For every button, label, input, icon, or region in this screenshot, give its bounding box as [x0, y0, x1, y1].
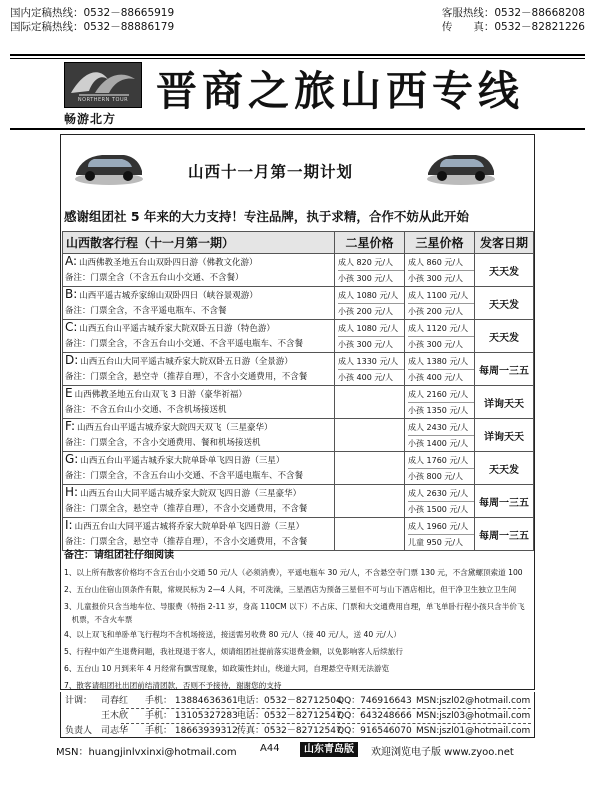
contact-mobile: 手机： 13884636361: [145, 696, 238, 706]
route-letter: B:: [65, 287, 78, 301]
route-title: 山西五台山大同平遥古城乔家大院双飞四日游（三星豪华）: [80, 489, 302, 499]
route-title: 山西五台山平遥古城乔家大院四天双飞（三星豪华）: [77, 423, 273, 433]
contact-row: [61, 709, 534, 723]
two-star-price: [335, 287, 405, 320]
note-item: 3、儿童报价只含当地车位、导服费（特指 2-11 岁，身高 110CM 以下）不占床、门票和大交通费用自理，单飞单卧行程小孩只含半价飞: [64, 602, 525, 612]
route-row: [63, 419, 534, 452]
brand-logo: [64, 62, 142, 108]
contact-msn[interactable]: MSN:jszl01@hotmail.com: [416, 726, 531, 736]
route-letter: D:: [65, 353, 79, 367]
three-star-child: 小孩 800 元/人: [408, 471, 464, 481]
three-star-price: [405, 386, 475, 419]
route-title: 山西佛教圣地五台山双飞 3 日游（豪华祈福）: [74, 390, 247, 400]
brand-name: 畅游北方: [64, 112, 117, 126]
note-item: 5、行程中如产生退费问题，我社现退于客人，烦请组团社提前落实退费金额，以免影响客人后续旅行: [64, 646, 403, 656]
two-star-price: [335, 419, 405, 452]
route-description: [63, 452, 335, 485]
three-star-price: [405, 419, 475, 452]
header-rule: [10, 54, 585, 56]
route-note: 备注：门票全含，悬空寺（推荐自理），不含小交通费用，不含餐: [65, 372, 308, 382]
two-star-price: [335, 452, 405, 485]
route-name: [65, 254, 334, 271]
depart-date: 详询天天: [475, 419, 534, 452]
note-item: 4、以上双飞和单卧单飞行程均不含机场接送，接送需另收费 80 元/人（接 40 元/人，送 40 元/人）: [64, 629, 401, 639]
three-star-child: 儿童 950 元/人: [408, 537, 464, 547]
notes-heading: 备注：请组团社仔细阅读: [64, 550, 174, 561]
route-description: [63, 485, 335, 518]
three-star-child: 小孩 300 元/人: [408, 339, 464, 349]
route-row: [63, 386, 534, 419]
depart-date: 天天发: [475, 287, 534, 320]
note-item: 1、以上所有散客价格均不含五台山小交通 50 元/人（必须消费），平遥电瓶车 30 元/人，不含悬空寺门票 130 元，不含黛螺顶索道 100: [64, 568, 523, 577]
tour-car-icon-right: [424, 143, 498, 187]
route-title: 山西五台山大同平遥古城将乔家大院单卧单飞四日游（三星）: [74, 522, 305, 532]
route-letter: E: [65, 386, 73, 400]
route-row: [63, 485, 534, 518]
domestic-hotline: 国内定稿热线：0532－88665919: [10, 7, 175, 19]
route-letter: I:: [65, 518, 73, 532]
contact-name: 司春红: [101, 696, 129, 706]
route-note: 备注：门票全含，不含小交通费用、餐和机场接送机: [65, 438, 261, 448]
footer-welcome[interactable]: 欢迎浏览电子版 www.zyoo.net: [371, 747, 514, 758]
route-note: 备注：门票全含（不含五台山小交通、不含餐）: [65, 273, 244, 283]
route-letter: F:: [65, 419, 76, 433]
contact-name: 司志华: [101, 726, 129, 736]
contact-mobile: 手机： 13105327283: [145, 711, 238, 721]
table-header-row: [63, 232, 534, 254]
route-note: 备注：门票全含，悬空寺（推荐自理），不含小交通费用，不含餐: [65, 537, 308, 547]
route-letter: G:: [65, 452, 79, 466]
page-title: 晋商之旅山西专线: [156, 67, 524, 115]
three-star-adult: 成人 2160 元/人: [408, 387, 474, 403]
route-description: [63, 353, 335, 386]
two-star-price: [335, 386, 405, 419]
contact-msn[interactable]: MSN:jszl03@hotmail.com: [416, 711, 531, 721]
depart-date: 天天发: [475, 320, 534, 353]
three-star-price: [405, 287, 475, 320]
route-row: [63, 518, 534, 551]
footer-msn[interactable]: MSN：huangjinlvxinxi@hotmail.com: [56, 747, 237, 758]
two-star-price: [335, 320, 405, 353]
route-title: 山西五台山大同平遥古城乔家大院双卧五日游（全景游）: [80, 357, 293, 367]
depart-date: 天天发: [475, 452, 534, 485]
plan-title: 山西十一月第一期计划: [188, 163, 354, 181]
three-star-adult: 成人 2430 元/人: [408, 420, 474, 436]
three-star-price: [405, 518, 475, 551]
contact-qq: QQ：746916643: [337, 696, 412, 706]
route-title: 山西平遥古城乔家绵山双卧四日（峡谷景观游）: [79, 291, 258, 301]
contact-role: 负责人: [65, 726, 93, 736]
three-star-adult: 成人 1760 元/人: [408, 453, 474, 469]
route-letter: H:: [65, 485, 79, 499]
contact-phone: 电话：0532－82712504: [237, 696, 342, 706]
three-star-adult: 成人 1960 元/人: [408, 519, 474, 535]
route-title: 山西五台山平遥古城乔家大院双卧五日游（特色游）: [79, 324, 275, 334]
two-star-adult: 成人 1080 元/人: [338, 321, 404, 337]
three-star-adult: 成人 860 元/人: [408, 255, 474, 271]
route-title: 山西五台山平遥古城乔家大院单卧单飞四日游（三星）: [80, 456, 285, 466]
route-name: [65, 518, 334, 535]
route-name: [65, 419, 334, 436]
route-name: [65, 452, 334, 469]
route-row: [63, 353, 534, 386]
contact-phone: 电话：0532－82712547: [237, 711, 342, 721]
two-star-price: [335, 485, 405, 518]
three-star-price: [405, 485, 475, 518]
two-star-price: [335, 353, 405, 386]
route-name: [65, 485, 334, 502]
note-item: 机票，不含火车票: [64, 614, 133, 624]
route-note: 备注：门票全含，不含平遥电瓶车、不含餐: [65, 306, 227, 316]
route-letter: C:: [65, 320, 78, 334]
contact-block: [60, 692, 535, 738]
two-star-adult: 成人 1080 元/人: [338, 288, 404, 304]
contact-name: 王木欣: [101, 711, 129, 721]
three-star-adult: 成人 1120 元/人: [408, 321, 474, 337]
fax-number: 传 真：0532－82821226: [441, 21, 585, 33]
logo-text: NORTHERN TOUR: [77, 97, 129, 103]
two-star-child: 小孩 300 元/人: [338, 273, 394, 283]
contact-row: [61, 694, 534, 708]
route-description: [63, 254, 335, 287]
three-star-child: 小孩 1350 元/人: [408, 405, 469, 415]
contact-msn[interactable]: MSN:jszl02@hotmail.com: [416, 696, 531, 706]
note-item: 2、五台山住宿山顶条件有限，常规民标为 2—4 人间，不可洗澡，三星酒店为预备三星但不可与山下酒店相比，但干净卫生独立卫生间: [64, 585, 517, 595]
route-description: [63, 287, 335, 320]
col-three-star: 三星价格: [405, 232, 475, 254]
contact-mobile: 手机： 18663939312: [145, 726, 238, 736]
route-name: [65, 320, 334, 337]
route-description: [63, 518, 335, 551]
route-name: [65, 386, 334, 403]
depart-date: 每周一三五: [475, 518, 534, 551]
route-row: [63, 452, 534, 485]
two-star-adult: 成人 1330 元/人: [338, 354, 404, 370]
three-star-child: 小孩 1400 元/人: [408, 438, 469, 448]
hotlines: [10, 6, 585, 34]
note-item: 7、散客请组团社出团前结清团款，否则不予接待，谢谢您的支持: [64, 681, 282, 691]
contact-row: [61, 724, 534, 738]
international-hotline: 国际定稿热线：0532－88886179: [10, 21, 175, 33]
col-depart-date: 发客日期: [475, 232, 534, 254]
route-row: [63, 320, 534, 353]
three-star-price: [405, 320, 475, 353]
page-number: A44: [260, 743, 280, 754]
route-note: 备注：不含五台山小交通、不含机场接送机: [65, 405, 227, 415]
two-star-child: 小孩 300 元/人: [338, 339, 394, 349]
route-description: [63, 419, 335, 452]
col-two-star: 二星价格: [335, 232, 405, 254]
route-row: [63, 287, 534, 320]
two-star-price: [335, 254, 405, 287]
three-star-child: 小孩 400 元/人: [408, 372, 464, 382]
tour-car-icon: [72, 143, 146, 187]
two-star-child: 小孩 400 元/人: [338, 372, 394, 382]
note-item: 6、五台山 10 月到来年 4 月经常有飘雪现象，如政策性封山，绕道大同，自理悬空寺则无法游览: [64, 664, 390, 674]
footer: [10, 742, 585, 758]
route-row: [63, 254, 534, 287]
route-table: [62, 231, 534, 551]
route-description: [63, 386, 335, 419]
service-hotline: 客服热线：0532－88668208: [441, 7, 585, 19]
three-star-adult: 成人 2630 元/人: [408, 486, 474, 502]
depart-date: 天天发: [475, 254, 534, 287]
three-star-price: [405, 353, 475, 386]
route-description: [63, 320, 335, 353]
title-rule: [10, 128, 585, 130]
three-star-price: [405, 254, 475, 287]
route-name: [65, 353, 334, 370]
depart-date: 每周一三五: [475, 353, 534, 386]
contact-phone: 传真：0532－82712547: [237, 726, 342, 736]
contact-qq: QQ：643248666: [337, 711, 412, 721]
three-star-adult: 成人 1100 元/人: [408, 288, 474, 304]
edition-badge: 山东青岛版: [300, 742, 358, 757]
slogan: 感谢组团社 5 年来的大力支持！专注品牌，执于求精，合作不妨从此开始: [64, 209, 469, 224]
contact-role: 计调：: [65, 696, 93, 706]
two-star-child: 小孩 200 元/人: [338, 306, 394, 316]
col-route: 山西散客行程（十一月第一期）: [63, 232, 335, 254]
two-star-price: [335, 518, 405, 551]
route-letter: A:: [65, 254, 78, 268]
route-note: 备注：门票全含，悬空寺（推荐自理），不含小交通费用，不含餐: [65, 504, 308, 514]
three-star-child: 小孩 1500 元/人: [408, 504, 469, 514]
depart-date: 详询天天: [475, 386, 534, 419]
three-star-child: 小孩 200 元/人: [408, 306, 464, 316]
three-star-child: 小孩 300 元/人: [408, 273, 464, 283]
notes: [64, 548, 534, 694]
contact-qq: QQ：916546070: [337, 726, 412, 736]
route-note: 备注：门票全含，不含五台山小交通、不含平遥电瓶车、不含餐: [65, 471, 304, 481]
route-note: 备注：门票全含，不含五台山小交通、不含平遥电瓶车、不含餐: [65, 339, 304, 349]
route-title: 山西佛教圣地五台山双卧四日游（佛教文化游）: [79, 258, 258, 268]
three-star-price: [405, 452, 475, 485]
route-name: [65, 287, 334, 304]
depart-date: 每周一三五: [475, 485, 534, 518]
two-star-adult: 成人 820 元/人: [338, 255, 404, 271]
three-star-adult: 成人 1380 元/人: [408, 354, 474, 370]
